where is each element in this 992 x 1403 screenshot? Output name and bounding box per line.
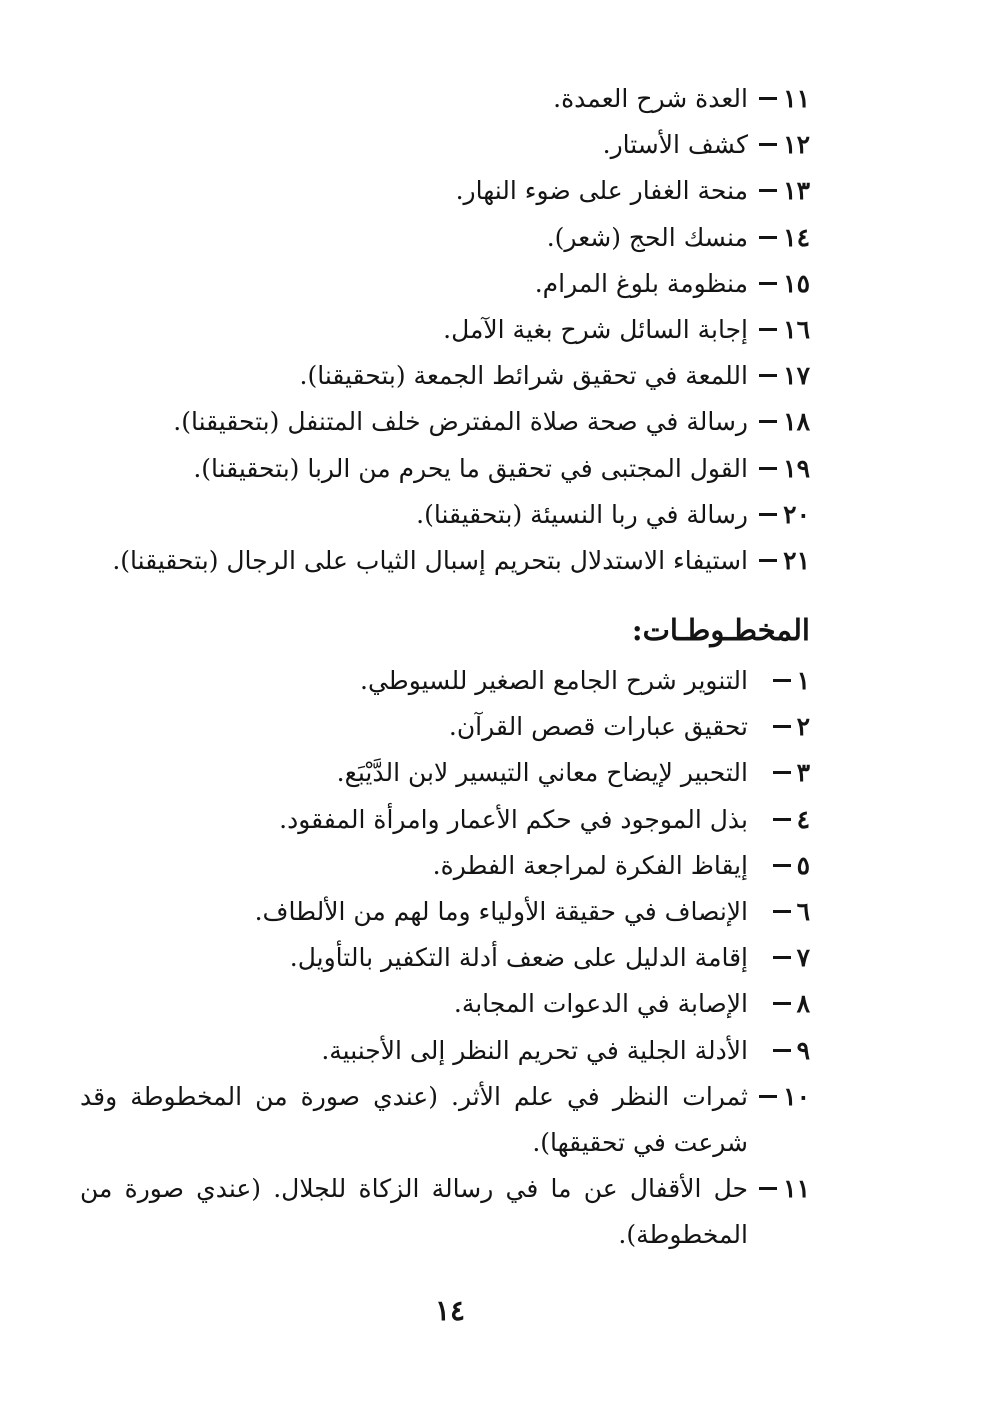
item-number: ١١	[748, 1166, 810, 1212]
item-number: ٩	[748, 1028, 810, 1074]
dash-separator	[759, 97, 777, 100]
list-item	[80, 168, 810, 214]
item-text: الإصابة في الدعوات المجابة.	[453, 989, 748, 1019]
item-number: ٢٠	[748, 492, 810, 538]
item-number: ٨	[748, 981, 810, 1027]
dash-separator	[759, 189, 777, 192]
item-number: ١٩	[748, 446, 810, 492]
dash-separator	[773, 679, 791, 682]
list-item	[80, 704, 810, 750]
dash-separator	[773, 771, 791, 774]
item-number: ٣	[748, 750, 810, 796]
dash-separator	[759, 374, 777, 377]
item-text: منظومة بلوغ المرام.	[534, 268, 748, 298]
item-number: ١٤	[748, 215, 810, 261]
list-item	[80, 446, 810, 492]
dash-separator	[759, 1187, 777, 1190]
item-text: تحقيق عبارات قصص القرآن.	[448, 712, 748, 742]
dash-separator	[759, 1095, 777, 1098]
list-item	[80, 658, 810, 704]
item-text: التنوير شرح الجامع الصغير للسيوطي.	[360, 666, 748, 695]
item-number: ١١	[748, 76, 810, 122]
manuscripts-list	[80, 658, 810, 1258]
list-item	[80, 889, 810, 935]
item-text: بذل الموجود في حكم الأعمار وامرأة المفقود.	[279, 804, 748, 834]
dash-separator	[773, 725, 791, 728]
list-item	[80, 215, 810, 261]
list-item	[80, 76, 810, 122]
list-item	[80, 353, 810, 399]
item-number: ١٣	[748, 168, 810, 214]
dash-separator	[759, 328, 777, 331]
list-item	[80, 307, 810, 353]
item-text: ثمرات النظر في علم الأثر. (عندي صورة من المخطوطة وقد شرعت في تحقيقها).	[80, 1081, 748, 1157]
page-number: ١٤	[434, 1294, 466, 1327]
list-item	[80, 399, 810, 445]
item-number: ١٨	[748, 399, 810, 445]
list-item	[80, 1166, 810, 1258]
item-text: إقامة الدليل على ضعف أدلة التكفير بالتأويل.	[289, 943, 748, 973]
item-text: القول المجتبى في تحقيق ما يحرم من الربا (بتحقيقنا).	[193, 453, 748, 483]
dash-separator	[773, 910, 791, 913]
dash-separator	[759, 420, 777, 423]
books-list	[80, 76, 810, 584]
item-number: ١	[748, 658, 810, 704]
dash-separator	[773, 818, 791, 821]
item-number: ٢١	[748, 538, 810, 584]
item-number: ١٧	[748, 353, 810, 399]
item-text: حل الأقفال عن ما في رسالة الزكاة للجلال. (عندي صورة من المخطوطة).	[80, 1173, 748, 1249]
list-item	[80, 261, 810, 307]
list-item	[80, 797, 810, 843]
list-item	[80, 122, 810, 168]
section-heading: المخطـوطـات:	[631, 613, 810, 647]
list-item	[80, 538, 810, 584]
dash-separator	[759, 143, 777, 146]
item-number: ٥	[748, 843, 810, 889]
item-text: رسالة في صحة صلاة المفترض خلف المتنفل (بتحقيقنا).	[173, 407, 748, 437]
item-number: ٢	[748, 704, 810, 750]
list-item	[80, 492, 810, 538]
dash-separator	[759, 236, 777, 239]
list-item	[80, 750, 810, 796]
item-text: منسك الحج (شعر).	[546, 222, 748, 252]
item-text: رسالة في ربا النسيئة (بتحقيقنا).	[416, 499, 748, 529]
list-item	[80, 1074, 810, 1166]
list-item	[80, 1028, 810, 1074]
list-item	[80, 843, 810, 889]
dash-separator	[759, 513, 777, 516]
list-item	[80, 981, 810, 1027]
item-number: ٧	[748, 935, 810, 981]
item-text: الأدلة الجلية في تحريم النظر إلى الأجنبية.	[321, 1035, 748, 1065]
dash-separator	[759, 559, 777, 562]
item-number: ٦	[748, 889, 810, 935]
item-text: إيقاظ الفكرة لمراجعة الفطرة.	[432, 850, 748, 880]
dash-separator	[759, 467, 777, 470]
item-text: العدة شرح العمدة.	[553, 84, 748, 113]
item-number: ١٠	[748, 1074, 810, 1120]
item-text: الإنصاف في حقيقة الأولياء وما لهم من الألطاف.	[254, 896, 748, 926]
item-text: التحبير لإيضاح معاني التيسير لابن الدَّيْبَع.	[336, 758, 748, 788]
item-text: كشف الأستار.	[602, 130, 748, 160]
dash-separator	[773, 1002, 791, 1005]
dash-separator	[759, 282, 777, 285]
dash-separator	[773, 1049, 791, 1052]
item-number: ١٥	[748, 261, 810, 307]
item-text: منحة الغفار على ضوء النهار.	[455, 176, 748, 206]
item-text: اللمعة في تحقيق شرائط الجمعة (بتحقيقنا).	[299, 361, 748, 391]
dash-separator	[773, 864, 791, 867]
item-number: ١٢	[748, 122, 810, 168]
item-text: إجابة السائل شرح بغية الآمل.	[443, 314, 748, 344]
list-item	[80, 935, 810, 981]
item-number: ١٦	[748, 307, 810, 353]
dash-separator	[773, 956, 791, 959]
item-text: استيفاء الاستدلال بتحريم إسبال الثياب على الرجال (بتحقيقنا).	[112, 545, 748, 575]
item-number: ٤	[748, 797, 810, 843]
